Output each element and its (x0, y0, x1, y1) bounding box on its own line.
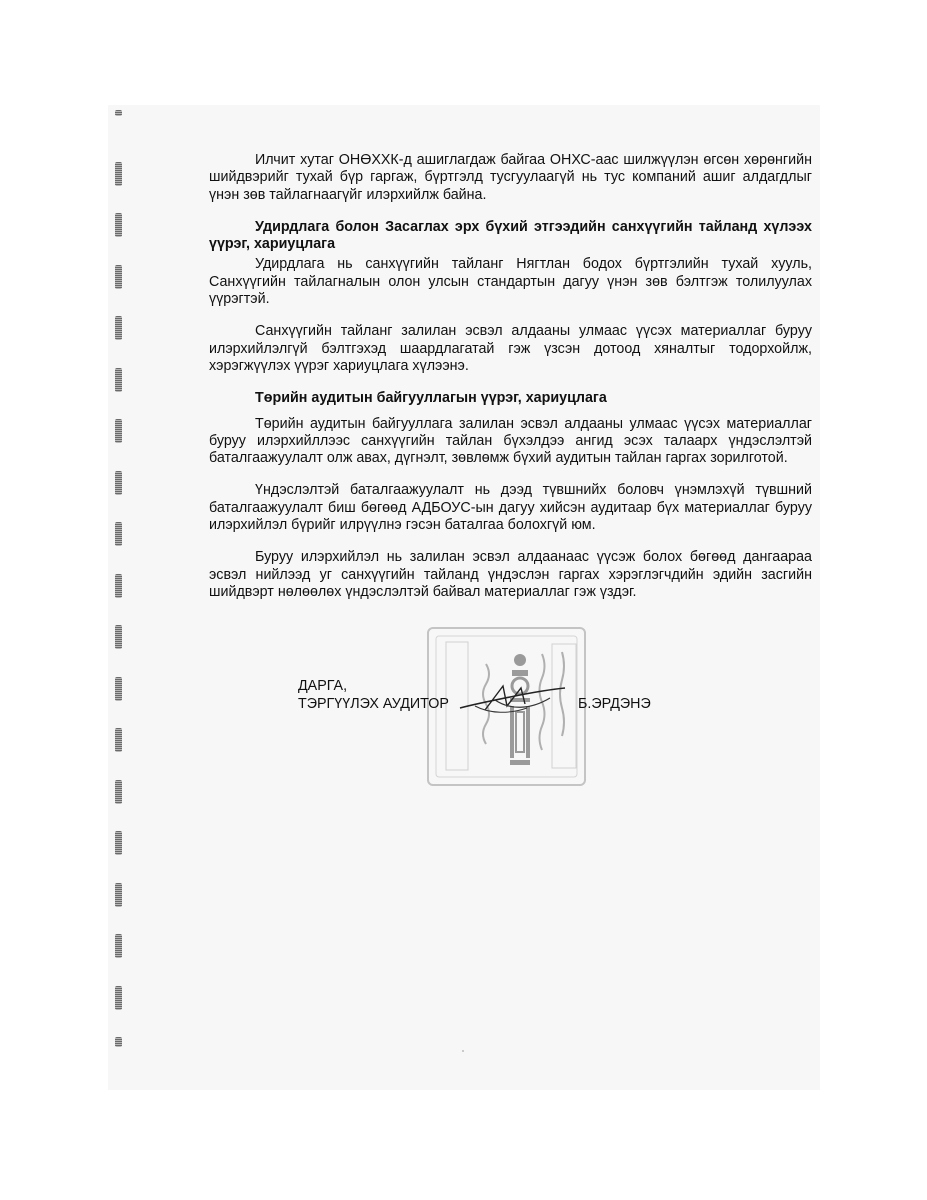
binding-ring (115, 677, 122, 701)
signatory-position: ТЭРГҮҮЛЭХ АУДИТОР (298, 696, 449, 712)
section-heading: Удирдлага болон Засаглах эрх бүхий этгээдийн санхүүгийн тайланд хүлээх үүрэг, хариуцлага (209, 218, 812, 253)
binding-ring (115, 419, 122, 443)
binding-ring (115, 522, 122, 546)
paragraph: Үндэслэлтэй баталгаажуулалт нь дээд түвшнийх боловч үнэмлэхүй түвшний баталгаажуулалт биш бөгөөд АДБОУС-ын дагуу хийсэн аудитаар бүх материаллаг буруу илэрхийлэл бүрийг илрүүлнэ гэсэн баталгаа болохгүй юм. (209, 482, 812, 534)
binding-ring (115, 780, 122, 804)
paragraph: Санхүүгийн тайланг залилан эсвэл алдааны улмаас үүсэх материаллаг буруу илэрхийлэлгүй бэлтгэхэд шаардлагатай гэж үзсэн дотоод хяналтыг тодорхойлж, хэрэгжүүлэх үүрэг хариуцлага хүлээнэ. (209, 323, 812, 374)
binding-ring (115, 316, 122, 340)
signatory-title: ДАРГА, (298, 678, 348, 694)
paragraph: Төрийн аудитын байгууллага залилан эсвэл алдааны улмаас үүсэх материаллаг буруу илэрхийллээс санхүүгийн тайлан бүхэлдээ ангид эсэх талаарх үндэслэлтэй баталгаажуулалт олж авах, дүгнэлт, зөвлөмж бүхий аудитын тайлан гаргах зорилготой. (209, 415, 812, 467)
paragraph: Удирдлага нь санхүүгийн тайланг Нягтлан бодох бүртгэлийн тухай хууль, Санхүүгийн тайлагналын олон улсын стандартын дагуу үнэн зөв бэлтгэж толилуулах үүрэгтэй. (209, 256, 812, 308)
binding-ring (115, 934, 122, 958)
binding-ring (115, 110, 122, 116)
spiral-binding (113, 105, 127, 1090)
binding-ring (115, 574, 122, 598)
binding-ring (115, 162, 122, 186)
paragraph: Илчит хутаг ОНӨХХК-д ашиглагдаж байгаа ОНХС-аас шилжүүлэн өгсөн хөрөнгийн шийдвэрийг тухай бүр гаргаж, бүртгэлд тусгуулаагүй нь тус компаний ашиг алдагдлыг үнэн зөв тайлагнаагүйг илэрхийлж байна. (209, 152, 812, 203)
binding-ring (115, 213, 122, 237)
binding-ring (115, 986, 122, 1010)
binding-ring (115, 368, 122, 392)
binding-ring (115, 831, 122, 855)
signatory-name: Б.ЭРДЭНЭ (578, 696, 651, 712)
section-heading: Төрийн аудитын байгууллагын үүрэг, хариуцлага (255, 390, 607, 407)
binding-ring (115, 883, 122, 907)
binding-ring (115, 728, 122, 752)
binding-ring (115, 625, 122, 649)
scan-speck (462, 1050, 464, 1052)
signature-block (298, 678, 678, 808)
binding-ring (115, 471, 122, 495)
paragraph: Буруу илэрхийлэл нь залилан эсвэл алдаанаас үүсэж болох бөгөөд дангаараа эсвэл нийлээд уг санхүүгийн тайланд үндэслэн гаргах хэрэглэгчдийн эдийн засгийн шийдвэрт нөлөөлөх үндэслэлтэй байвал материаллаг гэж үздэг. (209, 549, 812, 600)
binding-ring (115, 1037, 122, 1047)
document-body (209, 152, 812, 616)
binding-ring (115, 265, 122, 289)
